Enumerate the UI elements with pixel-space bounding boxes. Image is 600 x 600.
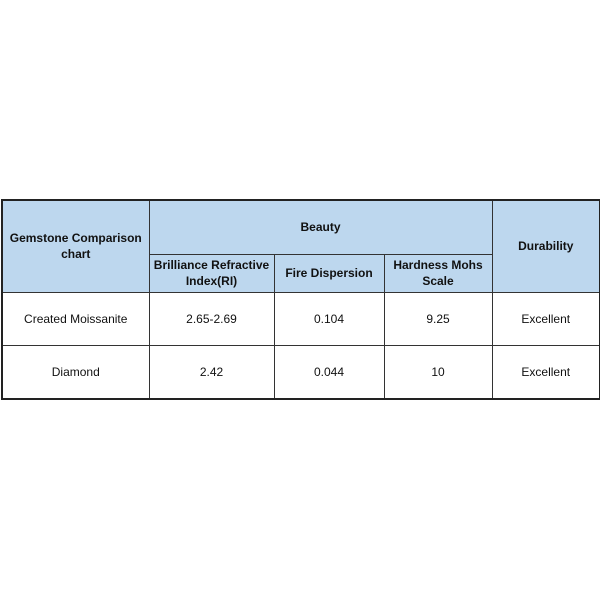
cell-brilliance: 2.65-2.69 <box>149 292 274 345</box>
header-durability: Durability <box>492 200 600 292</box>
table-row <box>2 292 600 345</box>
table-header <box>2 200 600 292</box>
header-hardness: Hardness Mohs Scale <box>384 254 492 292</box>
header-fire-dispersion: Fire Dispersion <box>274 254 384 292</box>
cell-hardness: 10 <box>384 345 492 399</box>
header-beauty-group: Beauty <box>149 200 492 254</box>
table-row <box>2 345 600 399</box>
cell-gemstone-name: Created Moissanite <box>2 292 149 345</box>
header-brilliance: Brilliance Refractive Index(RI) <box>149 254 274 292</box>
header-row-group <box>2 200 600 254</box>
gemstone-comparison-table <box>1 199 600 400</box>
cell-durability: Excellent <box>492 345 600 399</box>
table-body <box>2 292 600 399</box>
cell-fire-dispersion: 0.104 <box>274 292 384 345</box>
cell-durability: Excellent <box>492 292 600 345</box>
header-gemstone-name: Gemstone Comparison chart <box>2 200 149 292</box>
cell-fire-dispersion: 0.044 <box>274 345 384 399</box>
cell-hardness: 9.25 <box>384 292 492 345</box>
cell-gemstone-name: Diamond <box>2 345 149 399</box>
cell-brilliance: 2.42 <box>149 345 274 399</box>
comparison-table-container <box>1 199 599 400</box>
